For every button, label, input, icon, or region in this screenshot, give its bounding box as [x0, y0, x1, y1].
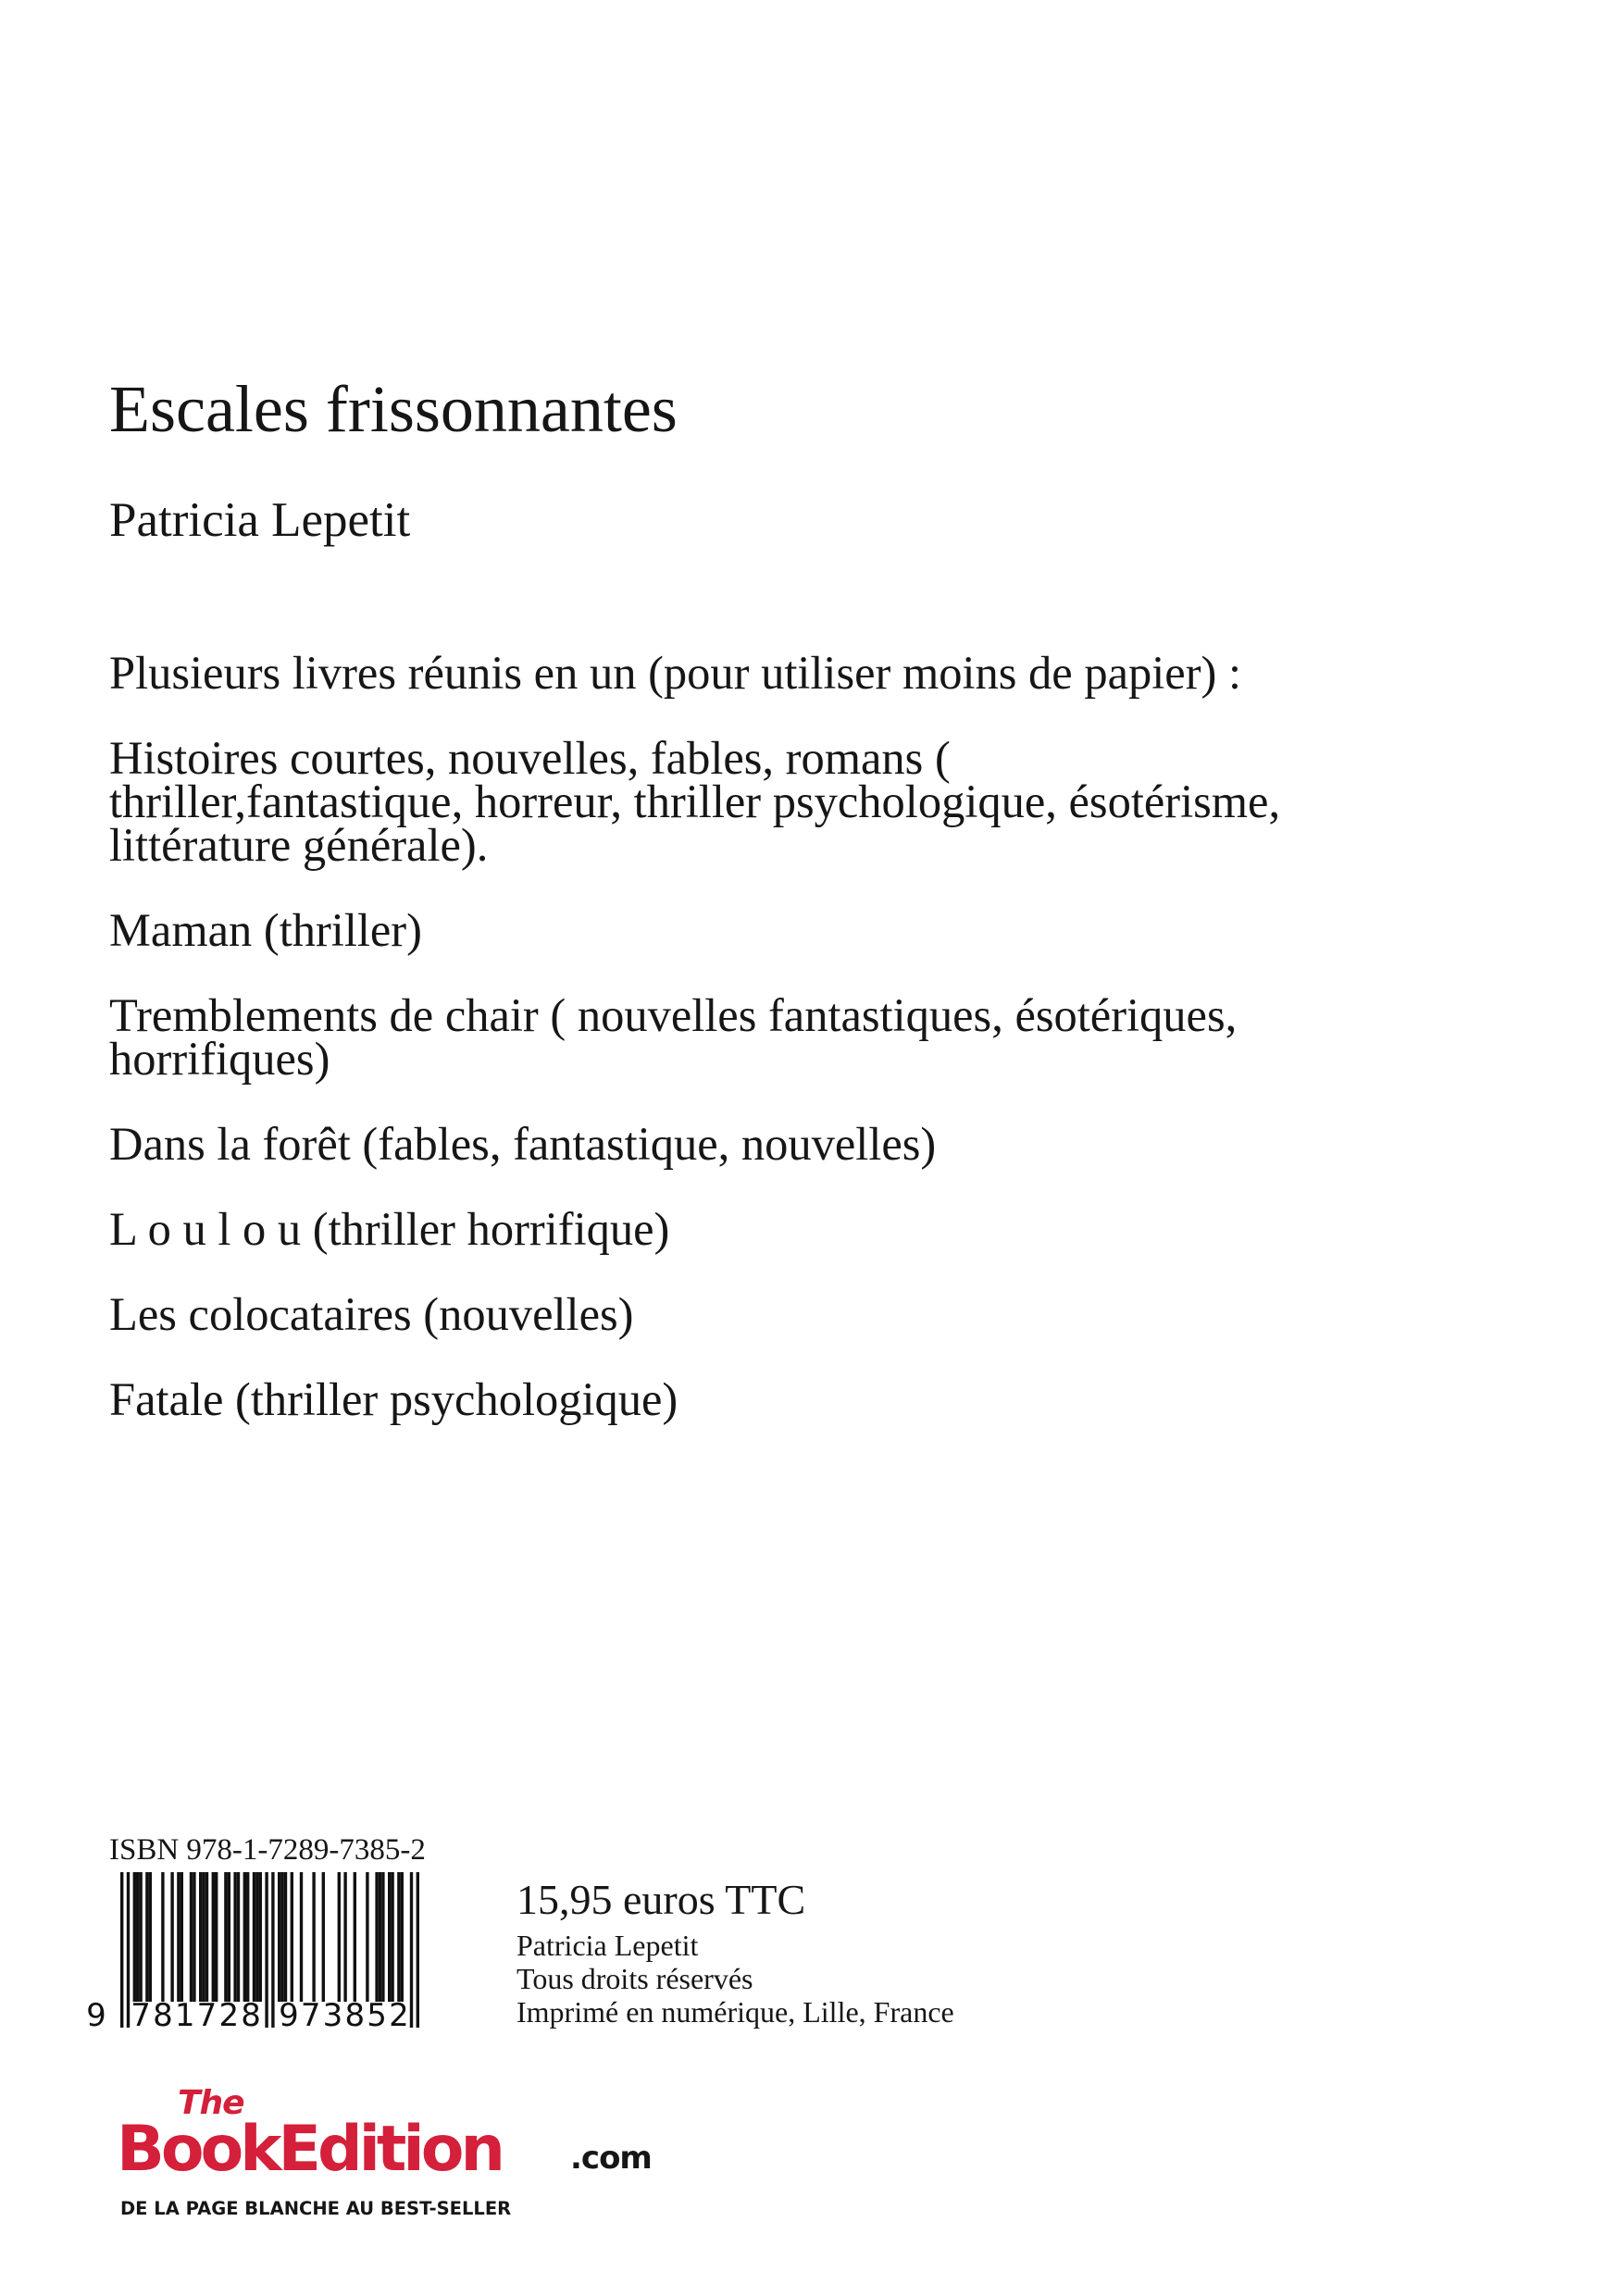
barcode-bar — [265, 1872, 268, 2028]
barcode-bar — [127, 1872, 130, 2028]
barcode-bar — [366, 1872, 368, 2002]
price: 15,95 euros TTC — [517, 1876, 806, 1923]
barcode-bar — [170, 1872, 173, 2002]
barcode-bar — [300, 1872, 303, 2002]
barcode-bar — [354, 1872, 356, 2002]
barcode-bar — [145, 1872, 148, 2002]
book-title: Escales frissonnantes — [109, 372, 678, 446]
barcode-bar — [291, 1872, 293, 2002]
rights-notice: Tous droits réservés — [517, 1962, 753, 1995]
barcode-bar — [253, 1872, 255, 2002]
book-author: Patricia Lepetit — [109, 493, 411, 547]
barcode-bar — [375, 1872, 378, 2002]
barcode-bar — [228, 1872, 230, 2002]
barcode-digit: 3 — [322, 1997, 343, 2029]
barcode-bar — [237, 1872, 240, 2002]
barcode-digit: 9 — [279, 1997, 299, 2029]
logo-wordmark: BookEdition — [117, 2113, 502, 2186]
barcode-bar — [284, 1872, 287, 2002]
blurb-book-tremblements: Tremblements de chair ( nouvelles fantastiques, ésotériques, horrifiques) — [109, 989, 1238, 1085]
barcode-bar — [271, 1872, 274, 2028]
barcode-digit: 8 — [241, 1997, 261, 2029]
barcode-bar — [215, 1872, 218, 2002]
barcode-bar — [381, 1872, 384, 2002]
barcode-digit: 2 — [218, 1997, 240, 2029]
imprint-block — [517, 1929, 954, 2029]
barcode-bar — [391, 1872, 393, 2002]
barcode-bar — [322, 1872, 325, 2002]
back-cover-blurb — [109, 647, 1313, 1425]
barcode-bar — [397, 1872, 400, 2002]
blurb-book-fatale: Fatale (thriller psychologique) — [109, 1373, 678, 1425]
barcode-bar — [136, 1872, 139, 2002]
barcode-bar — [161, 1872, 164, 2002]
barcode-digit: 2 — [389, 1997, 409, 2029]
logo-the: The — [178, 2084, 244, 2122]
barcode-bar — [133, 1872, 136, 2002]
blurb-book-colocataires: Les colocataires (nouvelles) — [109, 1288, 634, 1340]
barcode-bar — [199, 1872, 202, 2002]
barcode-bar — [343, 1872, 346, 2002]
barcode-bar — [149, 1872, 152, 2002]
isbn-label: ISBN 978-1-7289-7385-2 — [109, 1833, 426, 1867]
barcode-bar — [212, 1872, 215, 2002]
barcode-bar — [259, 1872, 262, 2002]
blurb-book-maman: Maman (thriller) — [109, 904, 422, 956]
barcode-bar — [233, 1872, 236, 2002]
barcode-digit: 8 — [344, 1997, 366, 2029]
barcode-bar — [224, 1872, 227, 2002]
blurb-genres: Histoires courtes, nouvelles, fables, romans ( thriller,fantastique, horreur, thriller psychologique, ésotérisme, littérature générale). — [109, 732, 1281, 871]
barcode-bar — [177, 1872, 180, 2002]
barcode-bar — [202, 1872, 205, 2002]
blurb-intro: Plusieurs livres réunis en un (pour utiliser moins de papier) : — [109, 647, 1241, 699]
barcode-digit: 1 — [174, 1997, 195, 2029]
blurb-book-loulou: L o u l o u (thriller horrifique) — [109, 1203, 670, 1255]
publisher-tagline: DE LA PAGE BLANCHE AU BEST-SELLER — [120, 2198, 512, 2219]
barcode-digit: 7 — [131, 1997, 151, 2029]
ean-barcode — [81, 1872, 456, 2029]
barcode-bar — [401, 1872, 404, 2002]
barcode-bar — [255, 1872, 258, 2002]
blurb-book-dans-la-foret: Dans la forêt (fables, fantastique, nouvelles) — [109, 1118, 937, 1170]
barcode-bar — [388, 1872, 391, 2002]
barcode-digit: 5 — [367, 1997, 387, 2029]
barcode-bar — [379, 1872, 381, 2002]
barcode-digit: 7 — [196, 1997, 218, 2029]
barcode-bar — [246, 1872, 249, 2002]
barcode-bar — [312, 1872, 315, 2002]
logo-domain: .com — [570, 2140, 652, 2177]
imprint-author: Patricia Lepetit — [517, 1929, 699, 1962]
barcode-digit: 8 — [153, 1997, 173, 2029]
barcode-digit: 7 — [300, 1997, 321, 2029]
publisher-logo — [117, 2084, 672, 2251]
barcode-bar — [280, 1872, 283, 2002]
barcode-bar — [205, 1872, 208, 2002]
barcode-bar — [190, 1872, 193, 2002]
barcode-bar — [243, 1872, 246, 2002]
barcode-bar — [193, 1872, 195, 2002]
barcode-bar — [417, 1872, 419, 2028]
barcode-bar — [410, 1872, 413, 2028]
barcode-bar — [120, 1872, 123, 2028]
barcode-bar — [180, 1872, 183, 2002]
barcode-bar — [278, 1872, 280, 2002]
barcode-bar — [139, 1872, 142, 2002]
printing-notice: Imprimé en numérique, Lille, France — [517, 1995, 954, 2029]
barcode-bar — [338, 1872, 341, 2002]
barcode-digit: 9 — [86, 1997, 106, 2029]
